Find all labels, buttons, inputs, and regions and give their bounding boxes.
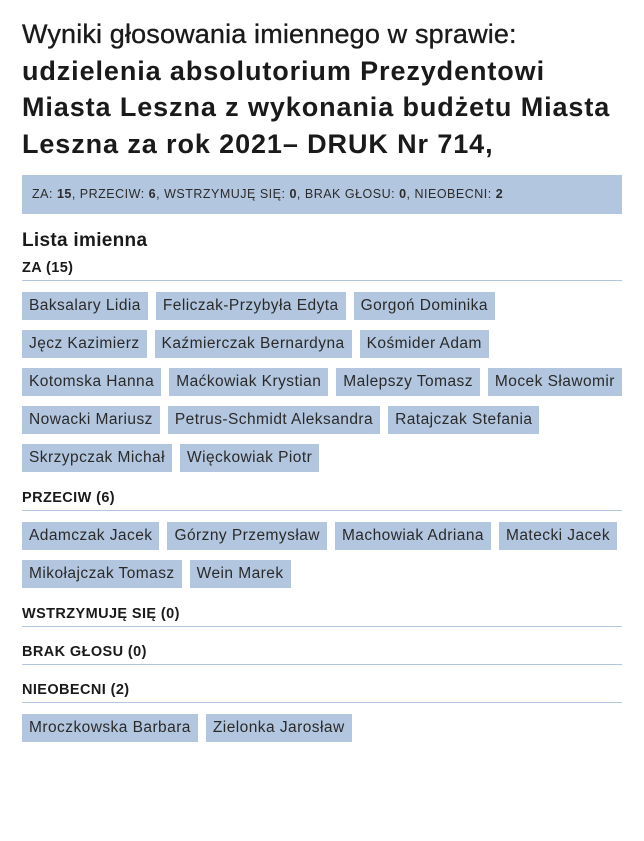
list-heading: Lista imienna [22, 230, 148, 251]
summary-item: WSTRZYMUJĘ SIĘ: 0 [164, 187, 297, 201]
councillor-name: Mocek Sławomir [488, 368, 622, 396]
councillor-name: Nowacki Mariusz [22, 406, 160, 434]
councillor-name: Kotomska Hanna [22, 368, 161, 396]
councillor-name: Kośmider Adam [360, 330, 489, 358]
councillor-name: Kaźmierczak Bernardyna [155, 330, 352, 358]
page-title [22, 16, 622, 162]
vote-group [22, 682, 622, 742]
summary-label: WSTRZYMUJĘ SIĘ [164, 187, 282, 201]
name-list [22, 522, 622, 588]
group-title: NIEOBECNI (2) [22, 682, 622, 703]
councillor-name: Petrus-Schmidt Aleksandra [168, 406, 380, 434]
summary-label: ZA [32, 187, 49, 201]
councillor-name: Jęcz Kazimierz [22, 330, 147, 358]
vote-group [22, 260, 622, 472]
vote-summary-bar: ZA: 15, PRZECIW: 6, WSTRZYMUJĘ SIĘ: 0, BRAK GŁOSU: 0, NIEOBECNI: 2 [22, 175, 622, 214]
group-title: WSTRZYMUJĘ SIĘ (0) [22, 606, 622, 627]
summary-value: 0 [399, 187, 407, 201]
summary-item: ZA: 15 [32, 187, 72, 201]
summary-label: PRZECIW [79, 187, 141, 201]
councillor-name: Zielonka Jarosław [206, 714, 352, 742]
councillor-name: Adamczak Jacek [22, 522, 159, 550]
councillor-name: Maćkowiak Krystian [169, 368, 328, 396]
councillor-name: Matecki Jacek [499, 522, 617, 550]
vote-group [22, 490, 622, 588]
group-title: BRAK GŁOSU (0) [22, 644, 622, 665]
councillor-name: Mikołajczak Tomasz [22, 560, 182, 588]
title-subject: udzielenia absolutorium Prezydentowi Miasta Leszna z wykonania budżetu Miasta Leszna za rok 2021– DRUK Nr 714, [22, 55, 611, 159]
summary-value: 15 [56, 187, 72, 201]
vote-groups [22, 260, 622, 742]
group-title: ZA (15) [22, 260, 622, 281]
vote-group [22, 606, 622, 627]
summary-item: NIEOBECNI: 2 [414, 187, 504, 201]
councillor-name: Ratajczak Stefania [388, 406, 539, 434]
group-title: PRZECIW (6) [22, 490, 622, 511]
summary-value: 2 [495, 187, 504, 201]
councillor-name: Wein Marek [190, 560, 291, 588]
councillor-name: Gorgoń Dominika [354, 292, 495, 320]
summary-value: 6 [148, 187, 157, 201]
summary-label: BRAK GŁOSU [304, 187, 392, 201]
councillor-name: Baksalary Lidia [22, 292, 148, 320]
councillor-name: Skrzypczak Michał [22, 444, 172, 472]
title-prefix: Wyniki głosowania imiennego w sprawie: [22, 19, 517, 49]
councillor-name: Mroczkowska Barbara [22, 714, 198, 742]
vote-group [22, 644, 622, 665]
councillor-name: Górzny Przemysław [167, 522, 326, 550]
summary-value: 0 [289, 187, 297, 201]
councillor-name: Malepszy Tomasz [336, 368, 480, 396]
name-list [22, 714, 622, 742]
councillor-name: Więckowiak Piotr [180, 444, 319, 472]
summary-label: NIEOBECNI [414, 187, 488, 201]
summary-item: BRAK GŁOSU: 0 [304, 187, 407, 201]
name-list [22, 292, 622, 472]
summary-item: PRZECIW: 6 [79, 187, 157, 201]
councillor-name: Feliczak-Przybyła Edyta [156, 292, 346, 320]
councillor-name: Machowiak Adriana [335, 522, 491, 550]
